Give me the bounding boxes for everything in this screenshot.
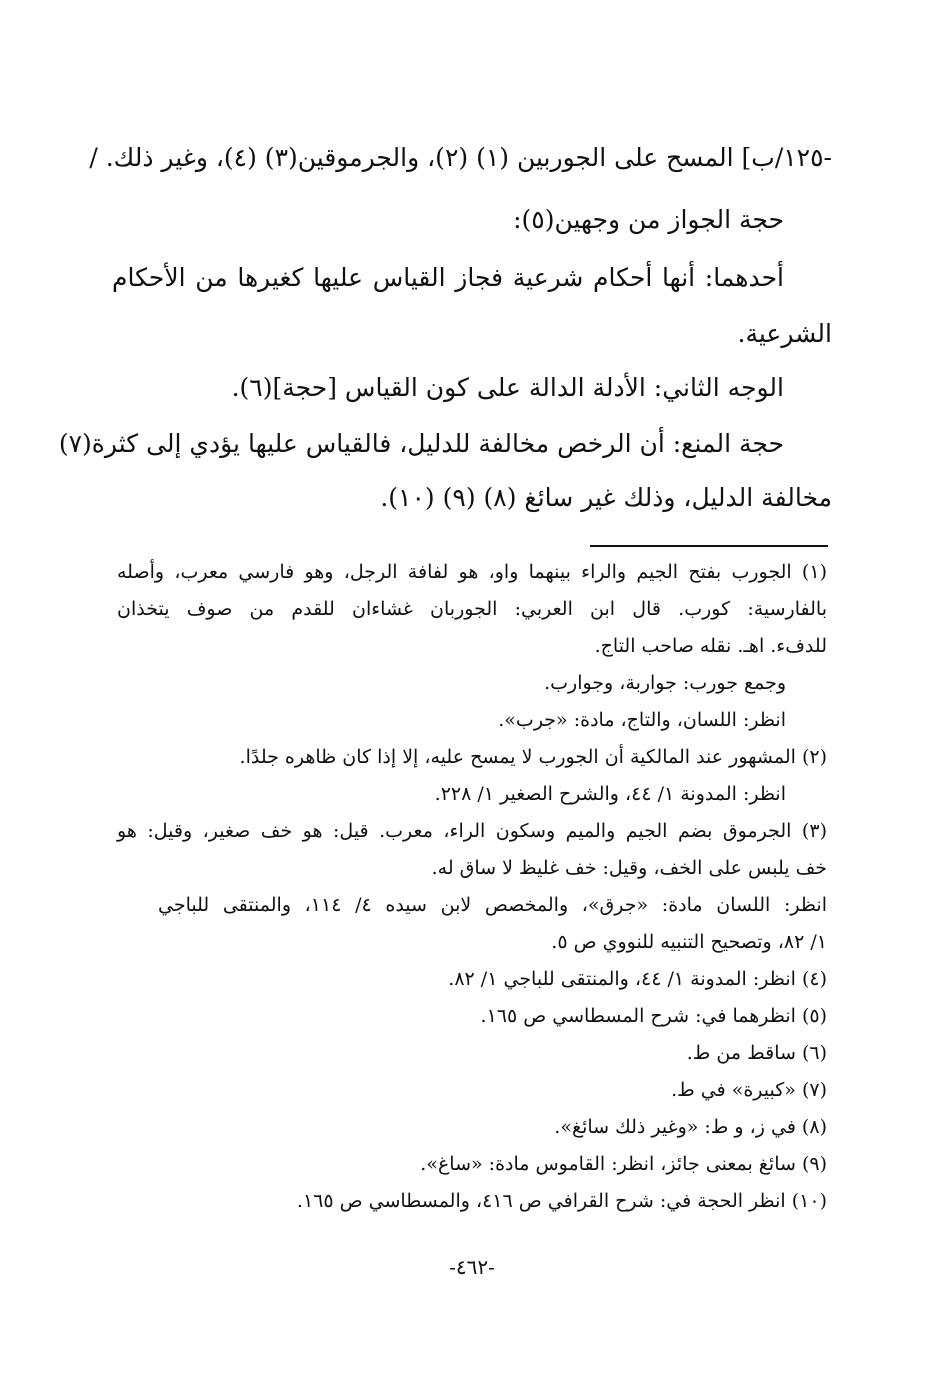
footnote-10: (١٠) انظر الحجة في: شرح القرافي ص ٤١٦، والمسطاسي ص ١٦٥. [296,1190,827,1212]
body-line-first-aspect: أحدهما: أنها أحكام شرعية فجاز القياس عليها كغيرها من الأحكام [112,263,784,292]
footnote-3-line-1: (٣) الجرموق بضم الجيم والميم وسكون الراء، معرب. قيل: هو خف صغير، وقيل: هو [117,820,827,842]
body-line-prohibition: حجة المنع: أن الرخص مخالفة للدليل، فالقياس عليها يؤدي إلى كثرة(٧) [58,429,784,458]
footnote-7: (٧) «كبيرة» في ط. [671,1079,827,1101]
body-line-second-aspect: الوجه الثاني: الأدلة الدالة على كون القياس [حجة](٦). [231,373,784,402]
footnote-8: (٨) في ز، و ط: «وغير ذلك سائغ». [554,1116,827,1138]
footnote-2-line-1: (٢) المشهور عند المالكية أن الجورب لا يمسح عليه، إلا إذا كان ظاهره جلدًا. [239,746,827,768]
body-line-margin-ref: -١٢٥/ب] المسح على الجوربين (١) (٢)، والجرموقين(٣) (٤)، وغير ذلك. / [89,143,832,172]
body-line-prohibition-cont: مخالفة الدليل، وذلك غير سائغ (٨) (٩) (١٠). [380,483,832,512]
footnote-6: (٦) ساقط من ط. [686,1042,827,1064]
footnote-3-line-4: ١/ ٨٢، وتصحيح التنبيه للنووي ص ٥. [551,931,827,953]
footnote-4: (٤) انظر: المدونة ١/ ٤٤، والمنتقى للباجي ١/ ٨٢. [448,968,827,990]
footnote-5: (٥) انظرهما في: شرح المسطاسي ص ١٦٥. [480,1005,827,1027]
footnote-1-line-5: انظر: اللسان، والتاج، مادة: «جرب». [498,709,786,731]
footnote-1-line-4: وجمع جورب: جواربة، وجوارب. [544,672,786,694]
body-line-first-aspect-cont: الشرعية. [737,319,832,348]
footnote-3-line-2: خف يلبس على الخف، وقيل: خف غليظ لا ساق له. [431,857,827,879]
footnote-2-line-2: انظر: المدونة ١/ ٤٤، والشرح الصغير ١/ ٢٢٨. [434,783,786,805]
page-number: -٤٦٢- [449,1255,495,1279]
footnote-1-line-3: للدفء. اهـ. نقله صاحب التاج. [594,635,827,657]
footnote-1-line-2: بالفارسية: كورب. قال ابن العربي: الجوربان غشاءان للقدم من صوف يتخذان [117,598,827,620]
footnote-3-line-3: انظر: اللسان مادة: «جرق»، والمخصص لابن سيده ٤/ ١١٤، والمنتقى للباجي [158,894,827,916]
footnote-1-line-1: (١) الجورب بفتح الجيم والراء بينهما واو، هو لفافة الرجل، وهو فارسي معرب، وأصله [117,561,827,583]
footnote-separator [590,545,828,547]
footnote-9: (٩) سائغ بمعنى جائز، انظر: القاموس مادة: «ساغ». [420,1153,827,1175]
body-line-evidence-heading: حجة الجواز من وجهين(٥): [513,205,784,234]
